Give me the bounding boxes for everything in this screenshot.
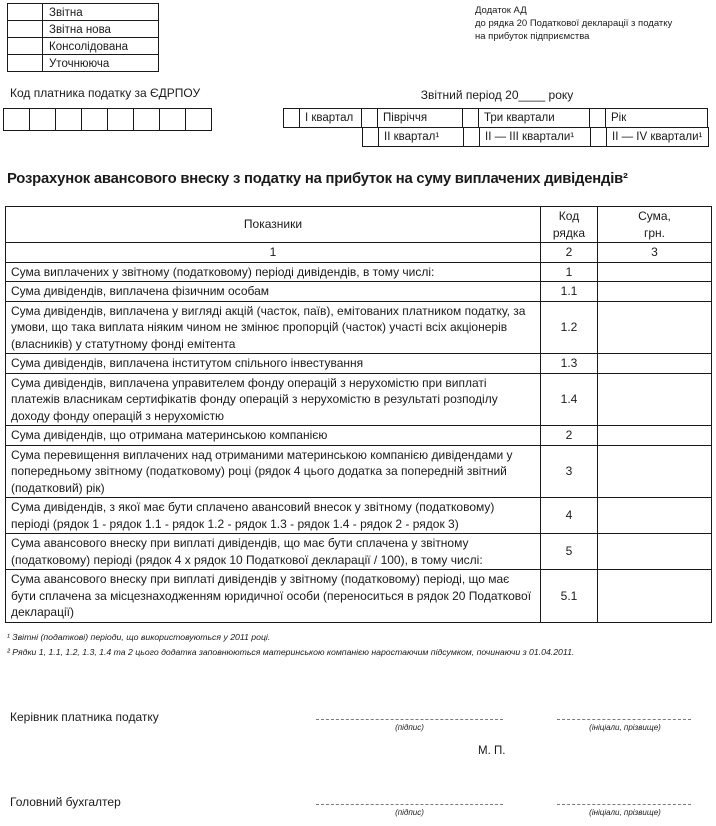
period-heading: Звітний період 20____ року (420, 88, 574, 102)
period-option-label: ІІ — ІІІ квартали¹ (479, 127, 591, 147)
report-type-checkbox-zvitna[interactable] (7, 3, 43, 21)
edrpou-digit-cell[interactable] (133, 108, 160, 131)
footnote-1: ¹ Звітні (податкові) періоди, що використовуються у 2011 році. (7, 632, 271, 642)
director-initials-line[interactable] (557, 719, 691, 720)
period-checkbox-q2-q3[interactable] (463, 127, 480, 147)
indicator-cell: Сума дивідендів, виплачена інститутом спільного інвестування (6, 354, 541, 374)
period-checkbox-threequarters[interactable] (462, 108, 479, 128)
appendix-note-line: на прибуток підприємства (475, 31, 590, 42)
sum-input-cell[interactable] (598, 282, 712, 302)
code-cell: 1.4 (541, 373, 598, 426)
table-row (6, 354, 712, 374)
indicator-cell: Сума перевищення виплачених над отриманими материнською компанією дивідендами у попередньому звітному (податковому) році (рядок 4 цього додатка за попередній звітний (податковий) рік) (6, 445, 541, 498)
period-option-label: Рік (605, 108, 708, 128)
code-cell: 1.1 (541, 282, 598, 302)
edrpou-digit-cell[interactable] (159, 108, 186, 131)
column-number: 1 (6, 243, 541, 263)
accountant-signature-line[interactable] (316, 804, 503, 805)
edrpou-digit-cell[interactable] (55, 108, 82, 131)
column-number: 3 (598, 243, 712, 263)
page-title: Розрахунок авансового внеску з податку на прибуток на суму виплачених дивідендів² (7, 171, 628, 187)
period-option-label: Півріччя (377, 108, 463, 128)
period-checkbox-year[interactable] (589, 108, 606, 128)
indicator-cell: Сума виплачених у звітному (податковому) періоді дивідендів, в тому числі: (6, 262, 541, 282)
period-option-label: ІІ — ІV квартали¹ (606, 127, 709, 147)
signature-caption: (підпис) (395, 723, 424, 732)
sum-input-cell[interactable] (598, 534, 712, 570)
report-type-label: Консолідована (42, 37, 159, 55)
code-cell: 1.2 (541, 301, 598, 354)
calculation-table (5, 206, 711, 623)
report-type-table (7, 3, 159, 72)
table-row (6, 445, 712, 498)
director-label: Керівник платника податку (10, 710, 159, 724)
appendix-note (475, 4, 715, 43)
sum-input-cell[interactable] (598, 570, 712, 623)
initials-caption: (ініціали, прізвище) (589, 723, 661, 732)
header-sum: Сума, грн. (598, 207, 712, 243)
table-row (6, 282, 712, 302)
header-code: Код рядка (541, 207, 598, 243)
column-numbers-row (6, 243, 712, 263)
table-row (6, 301, 712, 354)
edrpou-digit-cell[interactable] (185, 108, 212, 131)
code-cell: 1.3 (541, 354, 598, 374)
signature-caption: (підпис) (395, 808, 424, 817)
report-type-checkbox-zvitna-nova[interactable] (7, 20, 43, 38)
period-option-label: І квартал (299, 108, 362, 128)
period-checkbox-q1[interactable] (283, 108, 300, 128)
sum-input-cell[interactable] (598, 445, 712, 498)
report-type-label: Звітна (42, 3, 159, 21)
report-type-checkbox-konsolidovana[interactable] (7, 37, 43, 55)
edrpou-digit-cell[interactable] (107, 108, 134, 131)
edrpou-input (3, 108, 212, 131)
edrpou-digit-cell[interactable] (81, 108, 108, 131)
table-row (6, 534, 712, 570)
period-checkbox-halfyear[interactable] (361, 108, 378, 128)
sum-input-cell[interactable] (598, 301, 712, 354)
edrpou-digit-cell[interactable] (3, 108, 30, 131)
report-type-row (7, 20, 159, 38)
appendix-note-line: до рядка 20 Податкової декларації з податку (475, 18, 673, 29)
table-row (6, 373, 712, 426)
report-type-row (7, 3, 159, 21)
report-type-label: Уточнююча (42, 54, 159, 72)
report-type-checkbox-utochnyuyucha[interactable] (7, 54, 43, 72)
indicator-cell: Сума авансового внеску при виплаті дивідендів у звітному (податковому) періоді, що має бути сплачена за місцезнаходженням юридичної особи (переноситься в рядок 20 Податкової декларації) (6, 570, 541, 623)
accountant-label: Головний бухгалтер (10, 795, 121, 809)
director-signature-line[interactable] (316, 719, 503, 720)
initials-caption: (ініціали, прізвище) (589, 808, 661, 817)
header-indicators: Показники (6, 207, 541, 243)
indicator-cell: Сума дивідендів, виплачена управителем фонду операцій з нерухомістю при виплаті платежів власникам сертифікатів фонду операцій з нерухомістю в результаті розподілу доходу фонду операцій з нерухомістю (6, 373, 541, 426)
code-cell: 5.1 (541, 570, 598, 623)
indicator-cell: Сума дивідендів, з якої має бути сплачено авансовий внесок у звітному (податковому) періоді (рядок 1 - рядок 1.1 - рядок 1.2 - рядок 1.3 - рядок 1.4 - рядок 2 - рядок 3) (6, 498, 541, 534)
sum-input-cell[interactable] (598, 498, 712, 534)
footnote-2: ² Рядки 1, 1.1, 1.2, 1.3, 1.4 та 2 цього додатка заповнюються материнською компанією наростаючим підсумком, починаючи з 01.04.2011. (7, 647, 575, 657)
period-row-secondary (362, 127, 711, 147)
period-option-label: Три квартали (478, 108, 590, 128)
table-row (6, 570, 712, 623)
footnotes (7, 630, 707, 660)
edrpou-digit-cell[interactable] (29, 108, 56, 131)
indicator-cell: Сума дивідендів, виплачена фізичним особам (6, 282, 541, 302)
code-cell: 3 (541, 445, 598, 498)
table-header-row (6, 207, 712, 243)
sum-input-cell[interactable] (598, 373, 712, 426)
period-checkbox-q2-q4[interactable] (590, 127, 607, 147)
indicator-cell: Сума авансового внеску при виплаті дивідендів, що має бути сплачена у звітному (податковому) періоді (рядок 4 х рядок 10 Податкової декларації / 100), в тому числі: (6, 534, 541, 570)
sum-input-cell[interactable] (598, 262, 712, 282)
period-row-primary (283, 108, 711, 128)
indicator-cell: Сума дивідендів, виплачена у вигляді акцій (часток, паїв), емітованих платником податку, за умови, що така виплата ніяким чином не змінює пропорцій (часток) участі всіх акціонерів (власників) у статутному фонді емітента (6, 301, 541, 354)
table-row (6, 262, 712, 282)
code-cell: 4 (541, 498, 598, 534)
period-table (283, 108, 711, 147)
sum-input-cell[interactable] (598, 426, 712, 446)
table-row (6, 426, 712, 446)
code-cell: 5 (541, 534, 598, 570)
report-type-row (7, 54, 159, 72)
appendix-note-line: Додаток АД (475, 5, 527, 16)
edrpou-label: Код платника податку за ЄДРПОУ (10, 86, 201, 100)
period-checkbox-q2[interactable] (362, 127, 379, 147)
table-row (6, 498, 712, 534)
code-cell: 1 (541, 262, 598, 282)
column-number: 2 (541, 243, 598, 263)
indicator-cell: Сума дивідендів, що отримана материнською компанією (6, 426, 541, 446)
accountant-initials-line[interactable] (557, 804, 691, 805)
sum-input-cell[interactable] (598, 354, 712, 374)
seal-mark: М. П. (478, 745, 506, 757)
report-type-row (7, 37, 159, 55)
period-option-label: ІІ квартал¹ (378, 127, 464, 147)
code-cell: 2 (541, 426, 598, 446)
report-type-label: Звітна нова (42, 20, 159, 38)
